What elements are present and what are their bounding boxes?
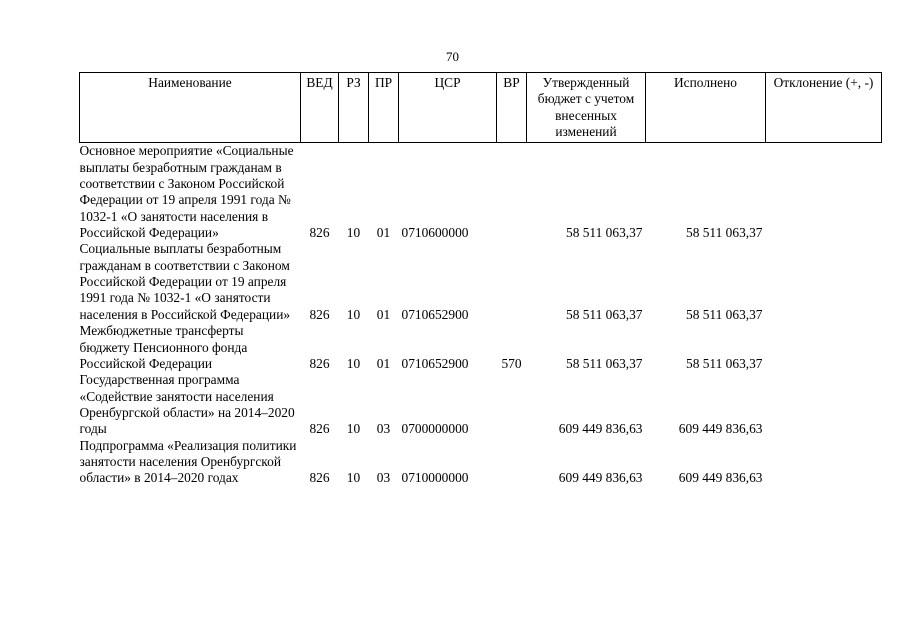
row-ved: 826 [309, 225, 330, 241]
row-approved: 609 449 836,63 [558, 421, 643, 437]
header-deviation: Отклонение (+, -) [766, 73, 882, 143]
row-csr: 0710652900 [401, 306, 469, 322]
row-rz: 10 [346, 355, 361, 371]
row-deviation [766, 143, 882, 242]
row-rz: 10 [346, 470, 361, 486]
row-ved: 826 [309, 306, 330, 322]
row-pr: 01 [376, 355, 391, 371]
header-name: Наименование [80, 73, 301, 143]
row-rz: 10 [346, 306, 361, 322]
row-pr: 01 [376, 225, 391, 241]
row-vr [497, 143, 527, 242]
header-pr: ПР [369, 73, 399, 143]
header-vr: ВР [497, 73, 527, 143]
row-vr: 570 [501, 355, 522, 371]
budget-table [79, 72, 882, 487]
row-vr [497, 241, 527, 323]
header-executed: Исполнено [646, 73, 766, 143]
row-name: Основное мероприятие «Социальные выплаты безработным гражданам в соответствии с Законом Российской Федерации от 19 апреля 1991 года № 1032-1 «О занятости населения в Российской Федерации» [79, 143, 294, 241]
row-name: Государственная программа «Содействие занятости населения Оренбургской области» на 2014–2020 годы [79, 372, 295, 437]
row-approved: 609 449 836,63 [558, 470, 643, 486]
row-deviation [766, 323, 882, 372]
header-rz: РЗ [339, 73, 369, 143]
page-number: 70 [446, 49, 459, 64]
row-deviation [766, 372, 882, 437]
row-rz: 10 [346, 225, 361, 241]
row-pr: 01 [376, 306, 391, 322]
row-vr [497, 438, 527, 487]
row-rz: 10 [346, 421, 361, 437]
row-name: Межбюджетные трансферты бюджету Пенсионного фонда Российской Федерации [79, 323, 248, 371]
row-executed: 58 511 063,37 [686, 306, 763, 322]
row-executed: 58 511 063,37 [686, 355, 763, 371]
table-row [80, 372, 882, 437]
row-deviation [766, 241, 882, 323]
table-row [80, 241, 882, 323]
row-executed: 609 449 836,63 [678, 470, 763, 486]
row-pr: 03 [376, 421, 391, 437]
header-ved: ВЕД [301, 73, 339, 143]
row-ved: 826 [309, 355, 330, 371]
row-pr: 03 [376, 470, 391, 486]
row-approved: 58 511 063,37 [566, 225, 643, 241]
header-csr: ЦСР [399, 73, 497, 143]
row-executed: 58 511 063,37 [686, 225, 763, 241]
table-row [80, 323, 882, 372]
row-approved: 58 511 063,37 [566, 355, 643, 371]
table-row [80, 143, 882, 242]
row-name: Социальные выплаты безработным гражданам в соответствии с Законом Российской Федерации от 19 апреля 1991 года № 1032-1 «О занятости населения в Российской Федерации» [79, 241, 291, 322]
row-csr: 0700000000 [401, 421, 469, 437]
table-row [80, 438, 882, 487]
row-ved: 826 [309, 470, 330, 486]
row-vr [497, 372, 527, 437]
header-approved-budget: Утвержденный бюджет с учетом внесенных изменений [527, 73, 646, 143]
row-ved: 826 [309, 421, 330, 437]
row-csr: 0710000000 [401, 470, 469, 486]
row-approved: 58 511 063,37 [566, 306, 643, 322]
table-header-row [80, 73, 882, 143]
row-csr: 0710652900 [401, 355, 469, 371]
row-executed: 609 449 836,63 [678, 421, 763, 437]
row-name: Подпрограмма «Реализация политики занятости населения Оренбургской области» в 2014–2020 годах [79, 437, 297, 486]
row-deviation [766, 438, 882, 487]
row-csr: 0710600000 [401, 225, 469, 241]
